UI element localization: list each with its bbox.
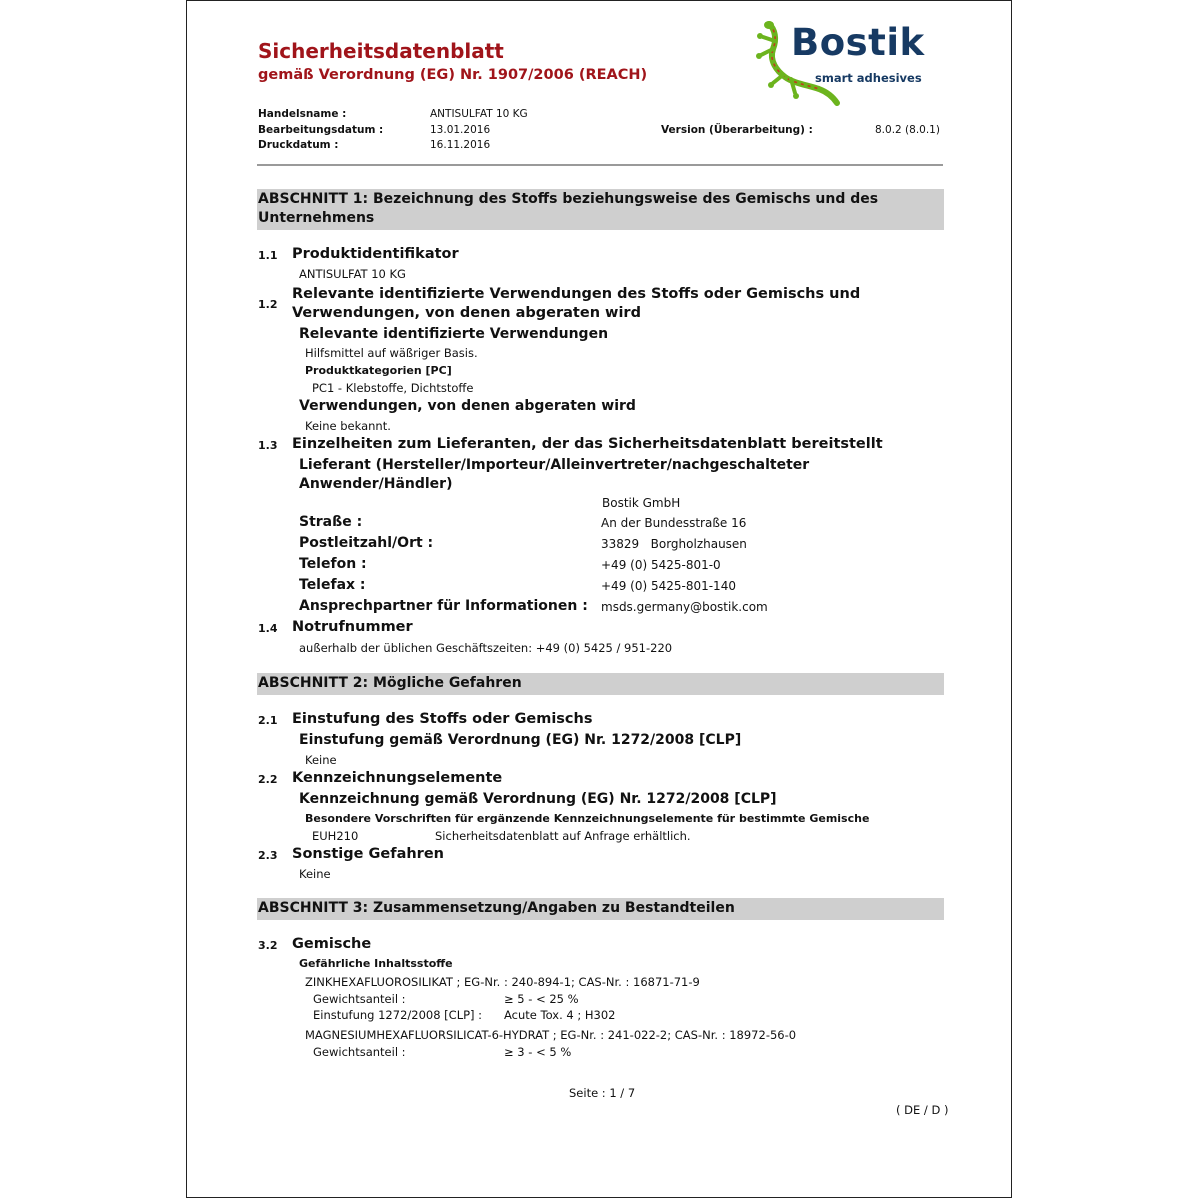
section-1-1-title: Produktidentifikator [292, 246, 459, 262]
relevant-uses-heading: Relevante identifizierte Verwendungen [299, 326, 609, 342]
street-label: Straße : [299, 514, 363, 530]
substance-1: ZINKHEXAFLUOROSILIKAT ; EG-Nr. : 240-894-1; CAS-Nr. : 16871-71-9 [305, 975, 700, 989]
clp-labelling-heading: Kennzeichnung gemäß Verordnung (EG) Nr. 1272/2008 [CLP] [299, 791, 777, 807]
section-3-2-number: 3.2 [258, 939, 278, 952]
substance-1-class-label: Einstufung 1272/2008 [CLP] : [313, 1008, 483, 1022]
emergency-number-text: außerhalb der üblichen Geschäftszeiten: +49 (0) 5425 / 951-220 [299, 641, 673, 655]
section-2-3-number: 2.3 [258, 849, 278, 862]
brand-name: Bostik [791, 21, 925, 64]
product-identifier: ANTISULFAT 10 KG [299, 267, 406, 281]
contact-label: Ansprechpartner für Informationen : [299, 598, 588, 614]
version-value: 8.0.2 (8.0.1) [875, 124, 940, 136]
section-1-1-number: 1.1 [258, 249, 278, 262]
trade-name-value: ANTISULFAT 10 KG [430, 108, 528, 120]
hazardous-ingredients-label: Gefährliche Inhaltsstoffe [299, 957, 453, 970]
section-1-heading [257, 189, 944, 230]
advised-against-heading: Verwendungen, von denen abgeraten wird [299, 398, 636, 414]
section-1-2-number: 1.2 [258, 298, 278, 311]
section-2-1-title: Einstufung des Stoffs oder Gemischs [292, 711, 593, 727]
supplier-heading-line2: Anwender/Händler) [299, 476, 453, 492]
bostik-logo [747, 19, 947, 109]
section-3-heading [257, 898, 944, 920]
supplier-heading-line1: Lieferant (Hersteller/Importeur/Alleinvertreter/nachgeschalteter [299, 457, 810, 473]
postal-city-label: Postleitzahl/Ort : [299, 535, 434, 551]
advised-against-text: Keine bekannt. [305, 419, 391, 433]
print-date-value: 16.11.2016 [430, 139, 491, 151]
section-3-heading-text: ABSCHNITT 3: Zusammensetzung/Angaben zu Bestandteilen [258, 900, 735, 916]
section-2-3-title: Sonstige Gefahren [292, 846, 444, 862]
fax-label: Telefax : [299, 577, 366, 593]
company-name: Bostik GmbH [602, 496, 681, 510]
special-provisions-label: Besondere Vorschriften für ergänzende Kennzeichnungselemente für bestimmte Gemische [305, 812, 870, 825]
document-subtitle: gemäß Verordnung (EG) Nr. 1907/2006 (REACH) [258, 67, 648, 83]
substance-2-weight-label: Gewichtsanteil : [313, 1045, 406, 1059]
brand-tagline: smart adhesives [815, 71, 922, 85]
document-title: Sicherheitsdatenblatt [258, 39, 504, 63]
print-date-label: Druckdatum : [258, 139, 339, 151]
section-1-2-title-line2: Verwendungen, von denen abgeraten wird [292, 305, 641, 321]
relevant-uses-text: Hilfsmittel auf wäßriger Basis. [305, 346, 478, 360]
section-2-heading-text: ABSCHNITT 2: Mögliche Gefahren [258, 675, 522, 691]
sds-page [186, 0, 1012, 1198]
section-1-heading-line1: ABSCHNITT 1: Bezeichnung des Stoffs beziehungsweise des Gemischs und des [258, 191, 879, 207]
clp-classification-heading: Einstufung gemäß Verordnung (EG) Nr. 1272/2008 [CLP] [299, 732, 742, 748]
contact-email[interactable]: msds.germany@bostik.com [601, 600, 768, 614]
section-1-2-title-line1: Relevante identifizierte Verwendungen des Stoffs oder Gemischs und [292, 286, 861, 302]
header-divider [257, 164, 943, 166]
substance-1-weight-value: ≥ 5 - < 25 % [504, 992, 579, 1006]
section-1-4-number: 1.4 [258, 622, 278, 635]
phone-label: Telefon : [299, 556, 367, 572]
other-hazards-text: Keine [299, 867, 331, 881]
section-2-2-number: 2.2 [258, 773, 278, 786]
trade-name-label: Handelsname : [258, 108, 347, 120]
section-2-1-number: 2.1 [258, 714, 278, 727]
section-1-3-number: 1.3 [258, 439, 278, 452]
substance-1-class-value: Acute Tox. 4 ; H302 [504, 1008, 616, 1022]
fax-value: +49 (0) 5425-801-140 [601, 579, 736, 593]
euh-code-text: Sicherheitsdatenblatt auf Anfrage erhältlich. [435, 829, 691, 843]
postal-city-value: 33829 Borgholzhausen [601, 537, 747, 551]
locale-code: ( DE / D ) [896, 1103, 949, 1117]
euh-code: EUH210 [312, 829, 359, 843]
substance-2: MAGNESIUMHEXAFLUORSILICAT-6-HYDRAT ; EG-Nr. : 241-022-2; CAS-Nr. : 18972-56-0 [305, 1028, 797, 1042]
product-categories-text: PC1 - Klebstoffe, Dichtstoffe [312, 381, 474, 395]
substance-1-weight-label: Gewichtsanteil : [313, 992, 406, 1006]
section-3-2-title: Gemische [292, 936, 372, 952]
street-value: An der Bundesstraße 16 [601, 516, 747, 530]
version-label: Version (Überarbeitung) : [661, 124, 813, 136]
section-1-3-title: Einzelheiten zum Lieferanten, der das Sicherheitsdatenblatt bereitstellt [292, 436, 883, 452]
revision-date-value: 13.01.2016 [430, 124, 491, 136]
section-1-4-title: Notrufnummer [292, 619, 413, 635]
page-number: Seite : 1 / 7 [569, 1086, 636, 1100]
substance-2-weight-value: ≥ 3 - < 5 % [504, 1045, 572, 1059]
revision-date-label: Bearbeitungsdatum : [258, 124, 384, 136]
clp-classification-text: Keine [305, 753, 337, 767]
phone-value: +49 (0) 5425-801-0 [601, 558, 721, 572]
section-1-heading-line2: Unternehmens [258, 210, 375, 226]
section-2-heading [257, 673, 944, 695]
product-categories-label: Produktkategorien [PC] [305, 364, 452, 377]
section-2-2-title: Kennzeichnungselemente [292, 770, 503, 786]
